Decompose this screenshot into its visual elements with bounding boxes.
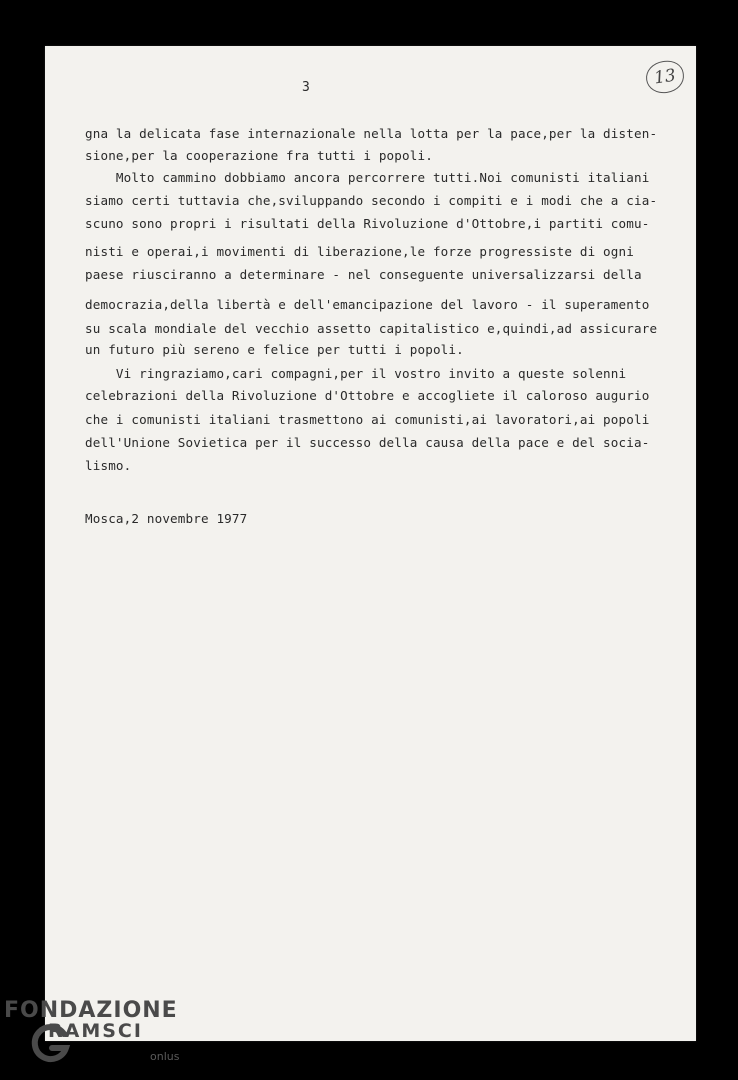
text-line: scuno sono propri i risultati della Rivoluzione d'Ottobre,i partiti comu- [85, 216, 650, 231]
page-number: 3 [302, 80, 310, 95]
watermark-line1: FONDAZIONE [4, 998, 178, 1023]
text-line: democrazia,della libertà e dell'emancipazione del lavoro - il superamento [85, 297, 650, 312]
text-line: nisti e operai,i movimenti di liberazione,le forze progressiste di ogni [85, 244, 634, 259]
document-page [45, 46, 696, 1041]
archive-number-stamp: 13 [644, 59, 686, 96]
text-line: dell'Unione Sovietica per il successo della causa della pace e del socia- [85, 435, 650, 450]
watermark-line2: RAMSCI [48, 1020, 143, 1042]
text-line: un futuro più sereno e felice per tutti i popoli. [85, 342, 464, 357]
text-line: Molto cammino dobbiamo ancora percorrere tutti.Noi comunisti italiani [85, 170, 650, 185]
text-line: gna la delicata fase internazionale nella lotta per la pace,per la disten- [85, 126, 658, 141]
text-line: lismo. [85, 458, 132, 473]
watermark-suffix: onlus [150, 1050, 180, 1063]
text-line: siamo certi tuttavia che,sviluppando secondo i compiti e i modi che a cia- [85, 193, 658, 208]
text-line: Vi ringraziamo,cari compagni,per il vostro invito a queste solenni [85, 366, 627, 381]
text-line: sione,per la cooperazione fra tutti i popoli. [85, 148, 433, 163]
text-line: che i comunisti italiani trasmettono ai comunisti,ai lavoratori,ai popoli [85, 412, 650, 427]
text-line: su scala mondiale del vecchio assetto capitalistico e,quindi,ad assicurare [85, 321, 658, 336]
signature-line: Mosca,2 novembre 1977 [85, 511, 248, 526]
fondazione-gramsci-watermark [4, 998, 204, 1078]
text-line: celebrazioni della Rivoluzione d'Ottobre e accogliete il caloroso augurio [85, 388, 650, 403]
text-line: paese riusciranno a determinare - nel conseguente universalizzarsi della [85, 267, 642, 282]
